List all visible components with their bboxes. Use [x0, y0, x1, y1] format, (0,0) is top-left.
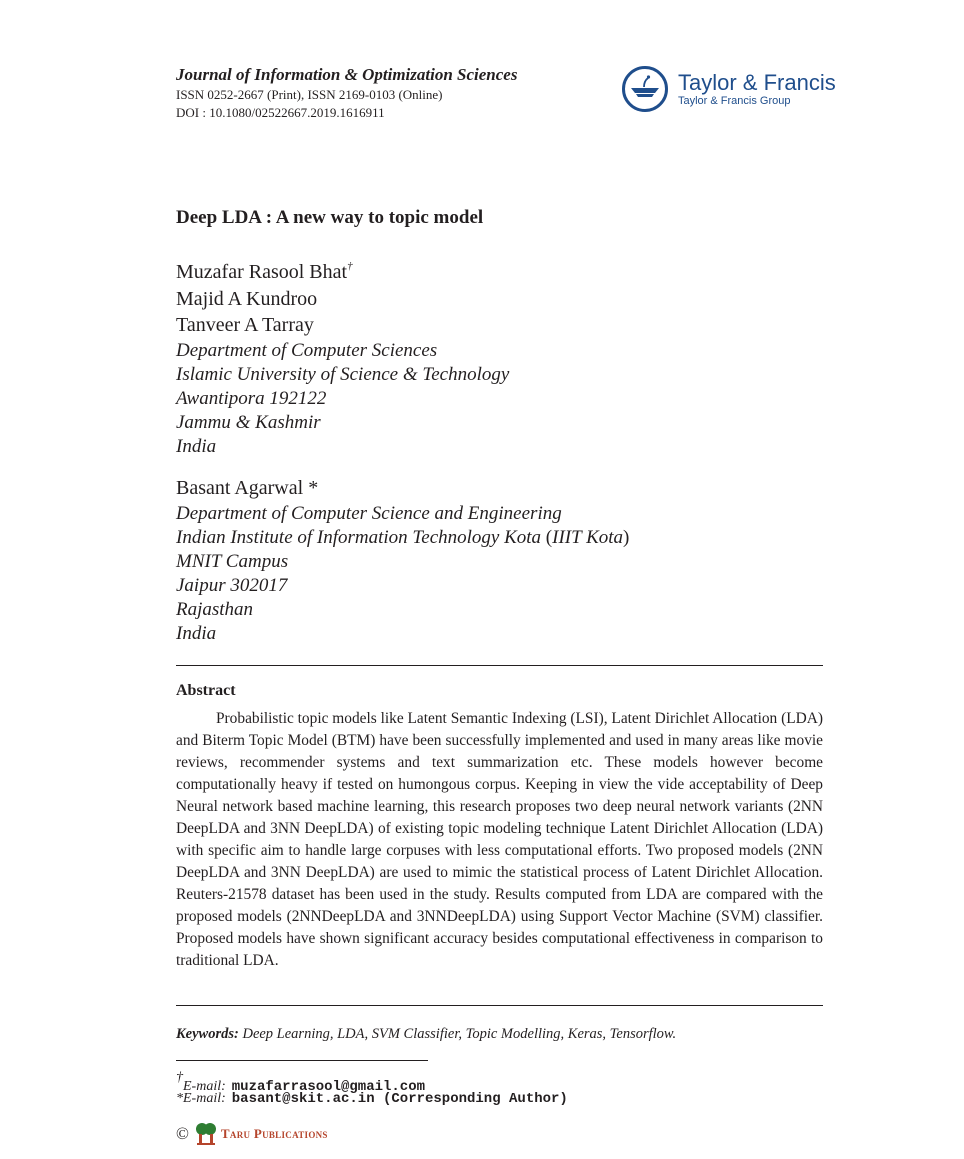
footnote-divider [176, 1060, 428, 1061]
affiliation-line: Indian Institute of Information Technology Kota (IIIT Kota) [176, 526, 630, 548]
affiliation-line: Jaipur 302017 [176, 574, 288, 596]
journal-doi: DOI : 10.1080/02522667.2019.1616911 [176, 105, 385, 120]
author-name: Majid A Kundroo [176, 287, 318, 310]
journal-header [176, 64, 517, 122]
abstract-text: Probabilistic topic models like Latent Semantic Indexing (LSI), Latent Dirichlet Allocation (LDA) and Biterm Topic Model (BTM) have been successfully implemented and used in many areas like movie reviews, recommender systems and text summarization etc. These models however become computationally heavy if tested on humongous corpus. Keeping in view the vide acceptability of Deep Neural network based machine learning, this research proposes two deep neural network variants (2NN DeepLDA and 3NN DeepLDA) of existing topic modeling technique Latent Dirichlet Allocation (LDA) with specific aim to handle large corpuses with less computational efforts. Two proposed models (2NN DeepLDA and 3NN DeepLDA) are used to mimic the statistical process of Latent Dirichlet Allocation. Reuters-21578 dataset has been used in the study. Results computed from LDA are compared with the proposed models (2NNDeepLDA and 3NNDeepLDA) using Support Vector Machine (SVM) classifier. Proposed models have shown significant accuracy besides computational effectiveness in comparison to traditional LDA. [176, 710, 823, 969]
author-group-2 [176, 475, 629, 646]
affiliation-line: Department of Computer Science and Engineering [176, 502, 562, 524]
affiliation-line: India [176, 622, 217, 644]
email-link[interactable]: muzafarrasool@gmail.com [231, 1079, 425, 1095]
publisher-group: Taylor & Francis Group [678, 94, 791, 107]
email-link[interactable]: basant@skit.ac.in (Corresponding Author) [231, 1091, 568, 1107]
footnote-email-1: †E-mail: muzafarrasool@gmail.com [176, 1070, 425, 1095]
affiliation-line: MNIT Campus [176, 550, 289, 572]
publisher-imprint: Taru Publications [220, 1126, 328, 1141]
affiliation-line: Awantipora 192122 [176, 387, 327, 409]
divider [176, 665, 823, 666]
affiliation-line: Rajasthan [176, 598, 254, 620]
affiliation-line: Jammu & Kashmir [176, 411, 321, 433]
dagger-mark: † [347, 260, 353, 272]
keywords [176, 1024, 676, 1044]
affiliation-line: India [176, 435, 217, 457]
footnote-email-2: *E-mail: basant@skit.ac.in (Corresponding Author) [176, 1091, 568, 1107]
author-name: Tanveer A Tarray [176, 314, 314, 336]
copyright [176, 1122, 328, 1146]
abstract-heading: Abstract [176, 682, 236, 699]
paper-title: Deep LDA : A new way to topic model [176, 207, 484, 228]
copyright-symbol: © [176, 1124, 189, 1143]
journal-issn: ISSN 0252-2667 (Print), ISSN 2169-0103 (Online) [176, 87, 443, 102]
publisher-name: Taylor & Francis [678, 69, 836, 95]
affiliation-line: Islamic University of Science & Technology [176, 363, 510, 385]
journal-name: Journal of Information & Optimization Sciences [176, 65, 518, 84]
divider [176, 1005, 823, 1006]
author-group-1 [176, 253, 509, 459]
keywords-text: Deep Learning, LDA, SVM Classifier, Topic Modelling, Keras, Tensorflow. [238, 1026, 677, 1042]
author-name: Muzafar Rasool Bhat† [176, 260, 353, 283]
affiliation-line: Department of Computer Sciences [176, 339, 438, 361]
publisher-logo [622, 66, 836, 112]
keywords-label: Keywords: [176, 1026, 239, 1042]
taru-tree-icon [195, 1122, 217, 1146]
author-name: Basant Agarwal * [176, 477, 319, 499]
taylor-francis-lamp-icon [622, 66, 668, 112]
